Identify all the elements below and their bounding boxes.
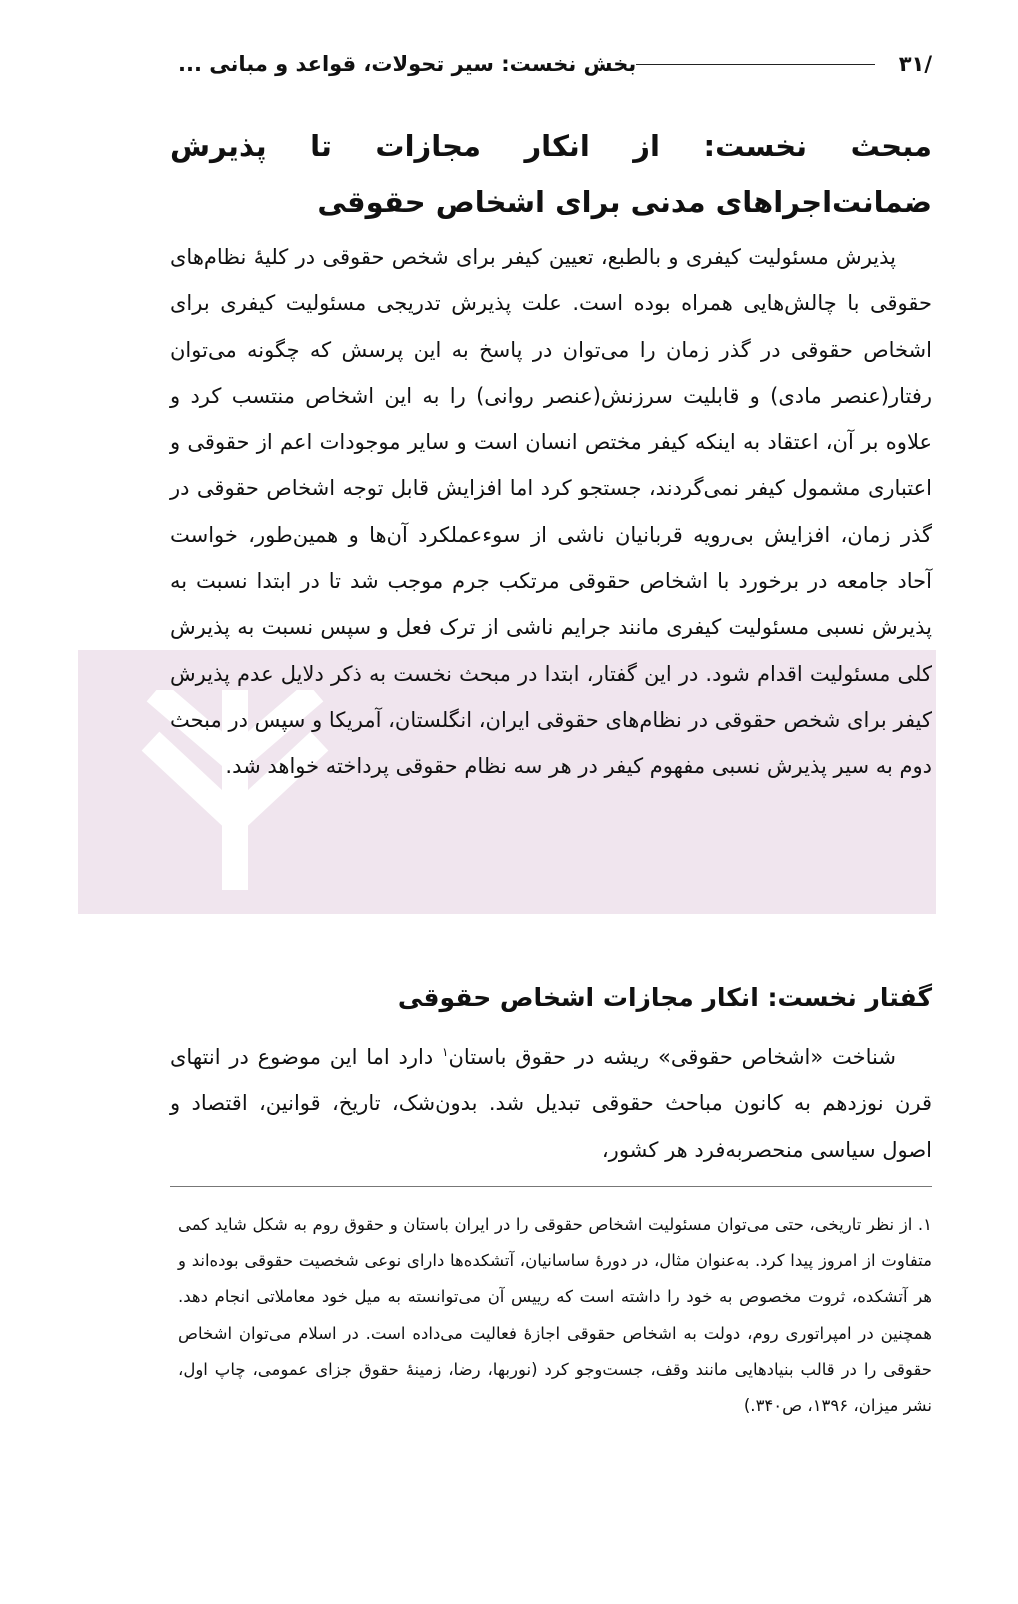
paragraph-text-cont: دارد اما این موضوع در انتهای قرن نوزدهم به کانون مباحث حقوقی تبدیل شد. بدون‌شک، تاریخ، قوانین، اقتصاد و اصول سیاسی منحصربه‌فرد هر کشور، — [170, 1045, 932, 1162]
page-number: /۳۱ — [898, 52, 932, 76]
header-rule — [636, 64, 874, 65]
subsection-heading: گفتار نخست: انکار مجازات اشخاص حقوقی — [397, 983, 932, 1012]
footnote: ۱. از نظر تاریخی، حتی می‌توان مسئولیت اشخاص حقوقی را در ایران باستان و حقوق روم به شکل شاید کمی متفاوت از امروز پیدا کرد. به‌عنوان مثال، در دورهٔ ساسانیان، آتشکده‌ها دارای نوعی شخصیت حقوقی بوده‌اند و هر آتشکده، ثروت مخصوص به خود را داشته است که رییس آن می‌توانسته به میل خود معاملاتی انجام دهد. همچنین در امپراتوری روم، دولت به اشخاص حقوقی اجازهٔ فعالیت می‌داده است. در اسلام می‌توان اشخاص حقوقی را در قالب بنیادهایی مانند وقف، جست‌وجو کرد (نوربها، رضا، زمینهٔ حقوق جزای عمومی، چاپ اول، نشر میزان، ۱۳۹۶، ص۳۴۰.) — [178, 1215, 932, 1416]
running-title: بخش نخست: سیر تحولات، قواعد و مبانی ... — [178, 52, 637, 76]
body-paragraph: پذیرش مسئولیت کیفری و بالطبع، تعیین کیفر برای شخص حقوقی در کلیهٔ نظام‌های حقوقی با چالش‌هایی همراه بوده است. علت پذیرش تدریجی مسئولیت کیفری برای اشخاص حقوقی در گذر زمان را می‌توان در پاسخ به این پرسش که چگونه می‌توان رفتار(عنصر مادی) و قابلیت سرزنش(عنصر روانی) را به این اشخاص منتسب کرد و علاوه بر آن، اعتقاد به اینکه کیفر مختص انسان است و سایر موجودات اعم از حقوقی و اعتباری مشمول کیفر نمی‌گردند، جستجو کرد اما افزایش قابل توجه اشخاص حقوقی در گذر زمان، افزایش بی‌رویه قربانیان ناشی از سوءعملکرد آن‌ها و همین‌طور، خواست آحاد جامعه در برخورد با اشخاص حقوقی مرتکب جرم موجب شد تا در ابتدا نسبت به پذیرش نسبی مسئولیت کیفری مانند جرایم ناشی از ترک فعل و سپس نسبت به پذیرش کلی مسئولیت اقدام شود. در این گفتار، ابتدا در مبحث نخست به ذکر دلایل عدم پذیرش کیفر برای شخص حقوقی در نظام‌های حقوقی ایران، انگلستان، آمریکا و سپس در مبحث دوم به سیر پذیرش نسبی مفهوم کیفر در هر سه نظام حقوقی پرداخته خواهد شد. — [170, 245, 932, 779]
paragraph-text: شناخت «اشخاص حقوقی» ریشه در حقوق باستان — [448, 1045, 896, 1069]
footnote-ref[interactable]: ۱ — [442, 1045, 449, 1059]
body-paragraph-2 — [170, 1034, 932, 1173]
footnote-rule — [170, 1186, 932, 1187]
section-heading: مبحث نخست: از انکار مجازات تا پذیرش ضمانت‌اجراهای مدنی برای اشخاص حقوقی — [170, 129, 932, 219]
running-header — [178, 44, 932, 84]
